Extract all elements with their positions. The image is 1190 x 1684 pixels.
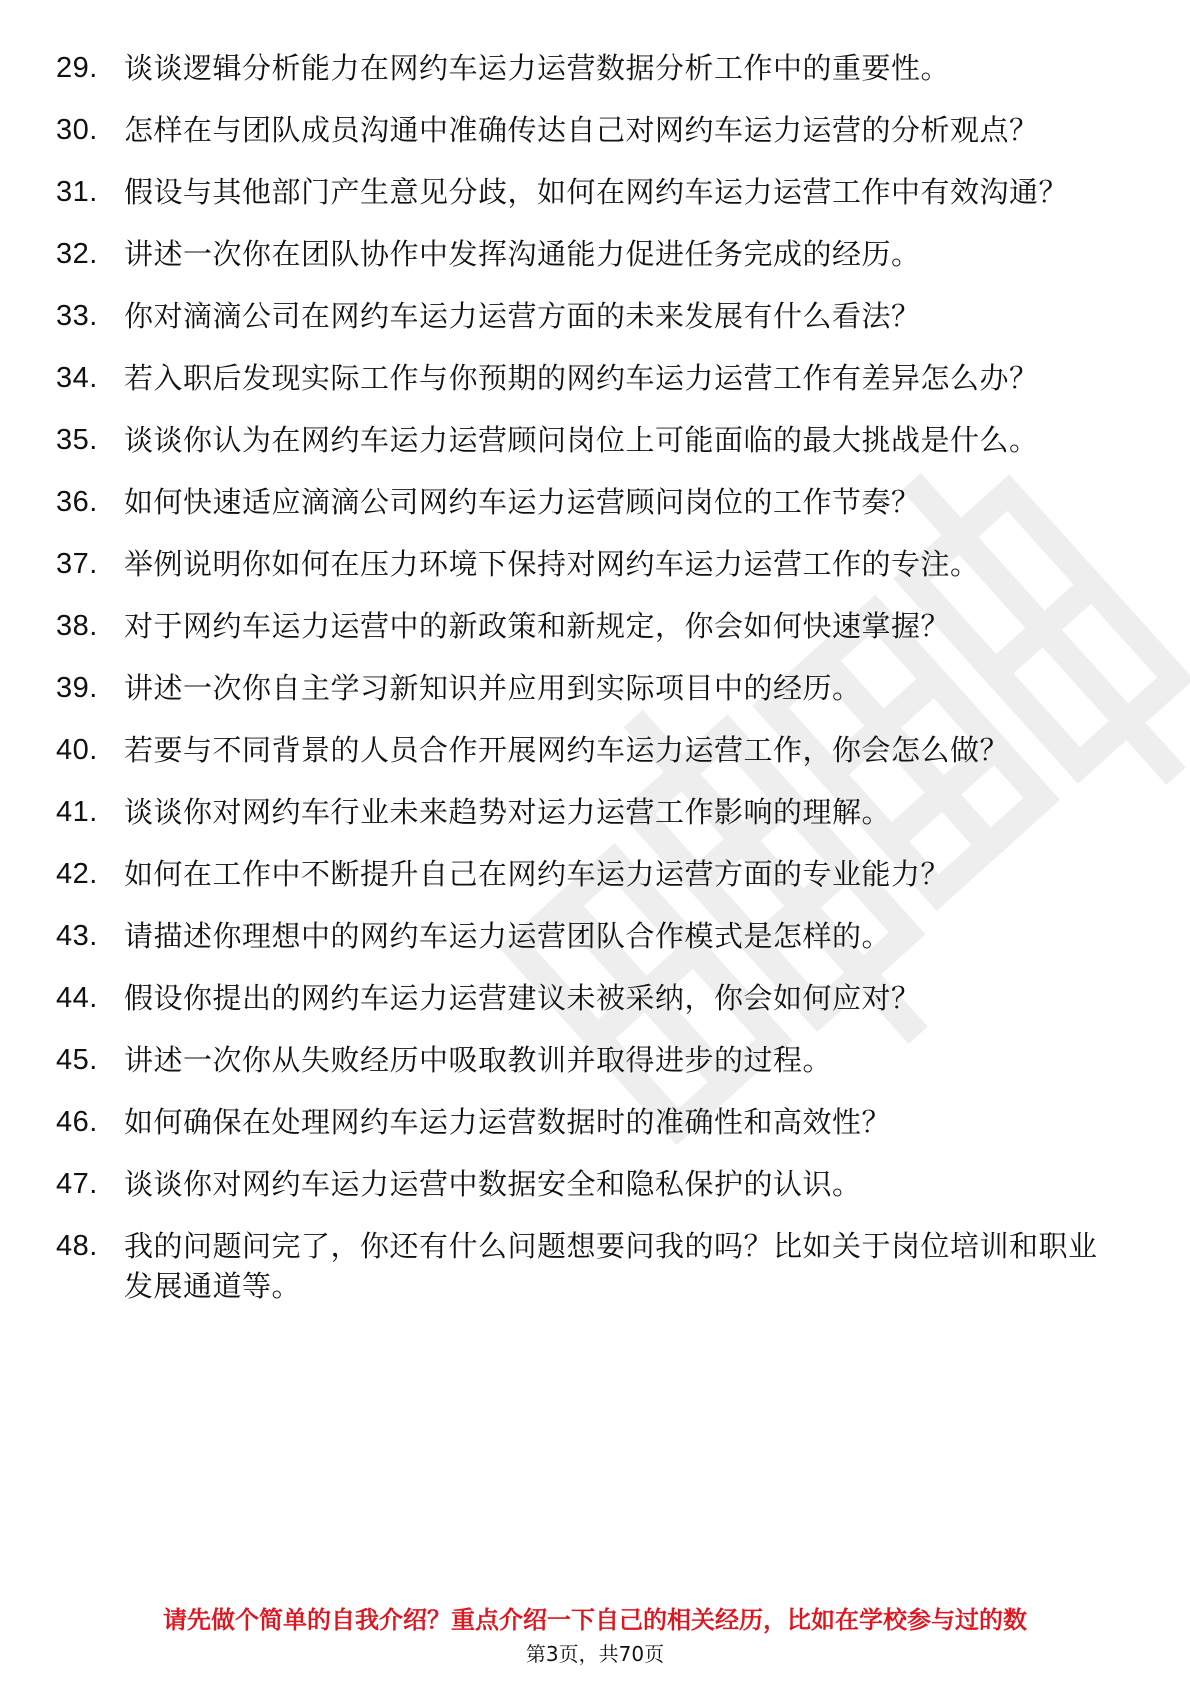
question-text: 谈谈逻辑分析能力在网约车运力运营数据分析工作中的重要性。 xyxy=(124,51,951,85)
question-text: 如何在工作中不断提升自己在网约车运力运营方面的专业能力？ xyxy=(124,857,951,891)
question-text: 举例说明你如何在压力环境下保持对网约车运力运营工作的专注。 xyxy=(124,547,980,581)
question-text: 你对滴滴公司在网约车运力运营方面的未来发展有什么看法？ xyxy=(124,299,921,333)
list-item xyxy=(0,1164,1190,1204)
list-item xyxy=(0,234,1190,274)
question-number: 32. xyxy=(56,238,98,270)
question-number: 47. xyxy=(56,1168,98,1200)
list-item xyxy=(0,1102,1190,1142)
question-text: 如何快速适应滴滴公司网约车运力运营顾问岗位的工作节奏？ xyxy=(124,485,921,519)
list-item xyxy=(0,296,1190,336)
question-text: 怎样在与团队成员沟通中准确传达自己对网约车运力运营的分析观点？ xyxy=(124,113,1039,147)
question-text: 对于网约车运力运营中的新政策和新规定，你会如何快速掌握？ xyxy=(124,609,951,643)
footer-banner: 请先做个简单的自我介绍？重点介绍一下自己的相关经历，比如在学校参与过的数 xyxy=(163,1606,1027,1634)
question-text: 谈谈你对网约车运力运营中数据安全和隐私保护的认识。 xyxy=(124,1167,862,1201)
list-item xyxy=(0,110,1190,150)
question-text: 若入职后发现实际工作与你预期的网约车运力运营工作有差异怎么办？ xyxy=(124,361,1039,395)
question-number: 36. xyxy=(56,486,98,518)
list-item xyxy=(0,1040,1190,1080)
question-number: 33. xyxy=(56,300,98,332)
question-number: 37. xyxy=(56,548,98,580)
list-item xyxy=(0,172,1190,212)
list-item xyxy=(0,420,1190,460)
question-number: 30. xyxy=(56,114,98,146)
list-item xyxy=(0,544,1190,584)
list-item xyxy=(0,482,1190,522)
list-item xyxy=(0,358,1190,398)
list-item xyxy=(0,48,1190,88)
question-number: 43. xyxy=(56,920,98,952)
question-number: 39. xyxy=(56,672,98,704)
question-number: 31. xyxy=(56,176,98,208)
list-item xyxy=(0,854,1190,894)
question-number: 46. xyxy=(56,1106,98,1138)
question-number: 29. xyxy=(56,52,98,84)
question-list xyxy=(0,48,1190,1328)
question-text: 假设你提出的网约车运力运营建议未被采纳，你会如何应对？ xyxy=(124,981,921,1015)
question-number: 34. xyxy=(56,362,98,394)
list-item xyxy=(0,730,1190,770)
list-item xyxy=(0,978,1190,1018)
question-text: 若要与不同背景的人员合作开展网约车运力运营工作，你会怎么做？ xyxy=(124,733,1010,767)
question-text: 谈谈你对网约车行业未来趋势对运力运营工作影响的理解。 xyxy=(124,795,892,829)
question-text: 假设与其他部门产生意见分歧，如何在网约车运力运营工作中有效沟通？ xyxy=(124,175,1069,209)
question-text: 请描述你理想中的网约车运力运营团队合作模式是怎样的。 xyxy=(124,919,892,953)
question-number: 42. xyxy=(56,858,98,890)
question-text: 讲述一次你自主学习新知识并应用到实际项目中的经历。 xyxy=(124,671,862,705)
page-indicator: 第3页，共70页 xyxy=(525,1642,665,1666)
question-text: 讲述一次你从失败经历中吸取教训并取得进步的过程。 xyxy=(124,1043,833,1077)
question-number: 38. xyxy=(56,610,98,642)
list-item xyxy=(0,668,1190,708)
question-number: 48. xyxy=(56,1230,98,1262)
question-text: 我的问题问完了，你还有什么问题想要问我的吗？比如关于岗位培训和职业发展通道等。 xyxy=(124,1229,1098,1303)
list-item xyxy=(0,916,1190,956)
question-number: 45. xyxy=(56,1044,98,1076)
question-text: 讲述一次你在团队协作中发挥沟通能力促进任务完成的经历。 xyxy=(124,237,921,271)
list-item xyxy=(0,792,1190,832)
question-number: 40. xyxy=(56,734,98,766)
question-number: 44. xyxy=(56,982,98,1014)
list-item xyxy=(0,1226,1190,1306)
question-number: 41. xyxy=(56,796,98,828)
list-item xyxy=(0,606,1190,646)
question-text: 如何确保在处理网约车运力运营数据时的准确性和高效性？ xyxy=(124,1105,892,1139)
question-text: 谈谈你认为在网约车运力运营顾问岗位上可能面临的最大挑战是什么。 xyxy=(124,423,1039,457)
question-number: 35. xyxy=(56,424,98,456)
